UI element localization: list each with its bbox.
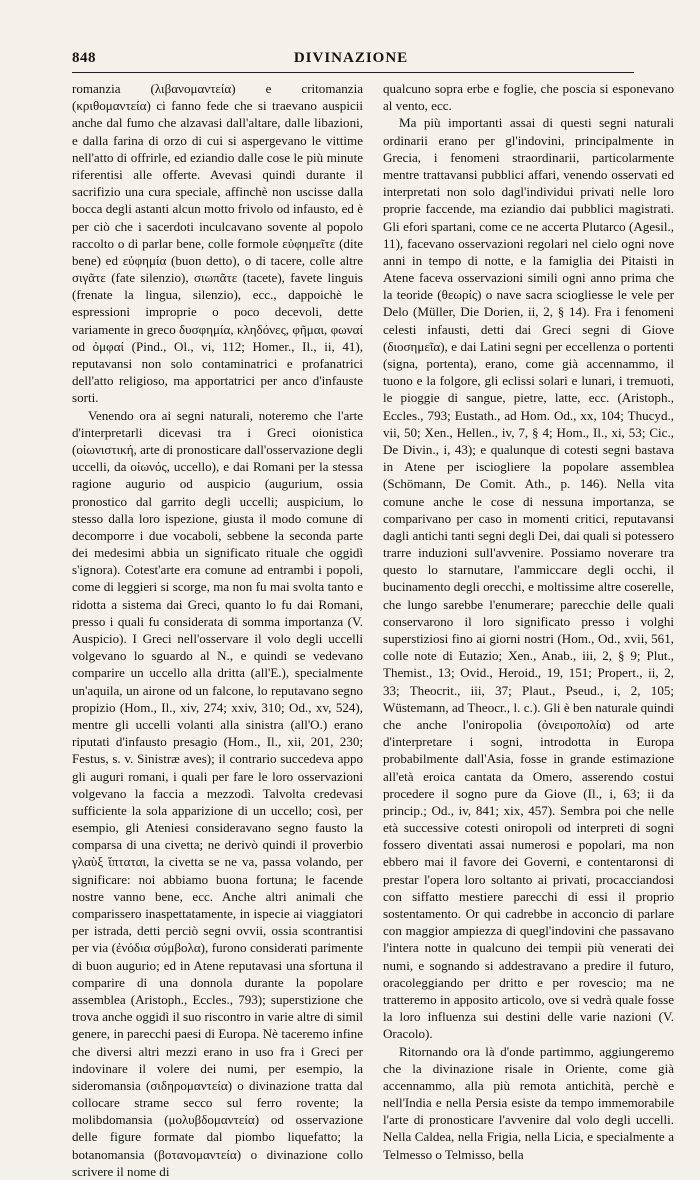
right-column: [383, 80, 674, 1162]
page-number: 848: [72, 50, 96, 66]
paragraph-right-1: qualcuno sopra erbe e foglie, che poscia si esponevano al vento, ecc.: [383, 81, 674, 114]
left-column: [72, 80, 363, 1179]
header-rule: [72, 72, 634, 73]
paragraph-right-3: Ritornando ora là d'onde partimmo, aggiungeremo che la divinazione risale in Oriente, come già accennammo, alla più remota antichità, perchè e nell'India e nella Persia esiste da tempo immemorabile l'arte di pronosticare l'avvenire dal volo degli uccelli. Nella Caldea, nella Frigia, nella Licia, e specialmente a Telmesso o Telmisso, bella: [383, 1043, 674, 1162]
page-header: [72, 50, 630, 70]
paragraph-left-2: Venendo ora ai segni naturali, noteremo che l'arte d'interpretarli dicevasi tra i Greci oionistica (οἰωνιστική, arte di pronosticare dall'osservazione degli uccelli, da οἰωνός, uccello), e dai Romani per la stessa ragione augurio od auspicio (augurium, ossia pronostico dal garrito degli uccelli; auspicium, lo stesso dalla loro ispezione, giusta il modo comune di decomporre i due vocaboli, sebbene la seconda parte dei medesimi abbia un significato rituale che oggidì s'ignora). Cotest'arte era comune ad entrambi i popoli, come di leggieri si scorge, ma non fu mai svolta tanto e ridotta a sistema dai Greci, quanto lo fu dai Romani, presso i quali fu considerata di somma importanza (V. Auspicio). I Greci nell'osservare il volo degli uccelli volgevano lo sguardo al N., e quindi se vedevano comparire un uccello alla dritta (all'E.), specialmente un'aquila, un airone od un falcone, lo reputavano segno propizio (Hom., Il., xiv, 274; xxiv, 310; Od., xv, 524), mentre gli uccelli volanti alla sinistra (all'O.) erano riputati d'infausto presagio (Hom., Il., xii, 201, 230; Festus, s. v. Sinistræ aves); il contrario succedeva appo gli auguri romani, i quali per fare le loro osservazioni volgevano la faccia a mezzodì. Talvolta credevasi sufficiente la sola apparizione di un uccello; così, per esempio, gli Ateniesi consideravano segno fausto la comparsa di una civetta; ne derivò quindi il proverbio γλαὺξ ἵπταται, la civetta se ne va, passa volando, per significare: noi abbiamo buona fortuna; le facende nostre vanno bene, ecc. Anche altri animali che comparissero inaspettatamente, in ispecie ai viaggiatori per istrada, detti perciò segni ovvii, ossia scontrantisi per via (ἐνόδια σύμβολα), furono considerati parimente di buon augurio; ed in Atene reputavasi una sfortuna il comparire di una donnola durante la popolare assemblea (Aristoph., Eccles., 793); superstizione che trova anche oggidì il suo riscontro in varie altre di simil genere, in parecchi paesi di Europa. Nè taceremo infine che diversi altri mezzi erano in uso fra i Greci per indovinare il volere dei numi, per esempio, la sideromansia (σιδηρομαντεία) o divinazione tratta dal collocare strame secco sul ferro rovente; la molibdomansia (μολυβδομαντεία) od osservazione delle figure formate dal piombo liquefatto; la botanomansia (βοτανομαντεία) o divinazione collo scrivere il nome di: [72, 407, 363, 1179]
paragraph-left-1: romanzia (λιβανομαντεία) e critomanzia (κριθομαντεία) ci fanno fede che si traevano auspicii anche dal fumo che alzavasi dall'altare, dalle libazioni, e dalla farina di orzo di cui si aspergevano le vittime nell'atto di offrirle, ed eziandio dalle cose le più minute riferentisi alle offerte. Avevasi quindi durante il sacrifizio una cura speciale, affinchè non uscisse dalla bocca degli astanti alcun motto frivolo od infausto, ed è per ciò che i sacerdoti inculcavano sovente al popolo raccolto o di parlar bene, colle formole εὐφημεῖτε (dite bene) ed εὐφημία (buon detto), o di tacere, colle altre σιγᾶτε (fate silenzio), σιωπᾶτε (tacete), favete linguis (frenate la lingua, silenzio), ecc., dappoichè le espressioni improprie o poco decevoli, dette variamente in greco δυσφημία, κληδόνες, φῆμαι, φωναί od ὀμφαί (Pind., Ol., vi, 112; Homer., Il., ii, 41), reputavansi non solo contaminatrici e profanatrici dell'atto religioso, ma apportatrici per anco d'infauste sorti.: [72, 81, 363, 406]
page-title: DIVINAZIONE: [293, 50, 409, 66]
paragraph-right-2: Ma più importanti assai di questi segni naturali ordinarii erano per gl'indovini, principalmente in Grecia, i fenomeni straordinarii, particolarmente mentre trattavansi pubblici affari, venendo osservati ed interpretati non solo dagl'individui privati nelle loro proprie faccende, ma eziandio dai pubblici magistrati. Gli efori spartani, come ce ne accerta Plutarco (Agesil., 11), facevano osservazioni regolari nel cielo ogni nove anni in tempo di notte, e la famiglia dei Pitaisti in Atene faceva osservazioni simili ogni anno prima che la teoride (θεωρίς) o nave sacra sciogliesse le vele per Delo (Müller, Die Dorien, ii, 2, § 14). Fra i fenomeni celesti infausti, detti dai Greci segni di Giove (διοσημεῖα), e dai Latini segni per eccellenza o portenti (signa, portenta), erano, come già accennammo, il tuono e la folgore, gli eclissi solari e lunari, i tremuoti, le pioggie di sangue, pietre, latte, ecc. (Aristoph., Eccles., 793; Eustath., ad Hom. Od., xx, 104; Thucyd., vii, 50; Xen., Hellen., iv, 7, § 4; Hom., Il., xi, 53; Cic., De Divin., i, 43); e qualunque di cotesti segni bastava in Atene per isciogliere la popolare assemblea (Schömann, De Comit. Ath., p. 146). Nella vita comune anche le cose di nessuna importanza, se comparivano per caso in momenti critici, reputavansi dagli antichi tanti segni degli Dei, dai quali si potessero trarre induzioni sull'avvenire. Possiamo noverare tra questo lo starnutare, l'ammiccare degli occhi, il bucinamento degli orecchi, e moltissime altre coserelle, che lungo sarebbe l'enumerare; parecchie delle quali conservarono il loro significato presso i volghi superstiziosi fino ai giorni nostri (Hom., Od., xvii, 561, colle note di Eutazio; Xen., Anab., iii, 2, § 9; Plut., Themist., 13; Ovid., Heroid., 19, 151; Propert., ii, 2, 33; Theocrit., iii, 37; Plaut., Pseud., i, 2, 105; Wüstemann, ad Theocr., l. c.). Gli è ben naturale quindi che anche l'oniropolia (ὀνειροπολία) od arte d'interpretare i sogni, introdotta in Europa probabilmente dall'Asia, fosse in grande estimazione all'età eroica cantata da Omero, asserendo costui procedere il sogno pure da Giove (Il., i, 63; ii da princip.; Od., iv, 841; xix, 457). Sembra poi che nelle età successive cotesti oniropoli od interpreti di sogni fossero diventati assai numerosi e popolari, ma non ebbero mai il favore dei Governi, e contentaronsi di prestar l'opera loro soltanto ai privati, procacciandosi con siffatto mestiere parecchi di essi il proprio sostentamento. Or qui cadrebbe in acconcio di parlare con maggior ampiezza di quegl'indovini che passavano l'intera notte in qualcuno dei tempii più venerati dei numi, e sognando si addestravano a predire il futuro, oracoleggiando per dritto e per rovescio; ma ne tratteremo in apposito articolo, ove si vedrà quale fosse la loro influenza sui destini delle varie nazioni (V. Oracolo).: [383, 115, 674, 1042]
